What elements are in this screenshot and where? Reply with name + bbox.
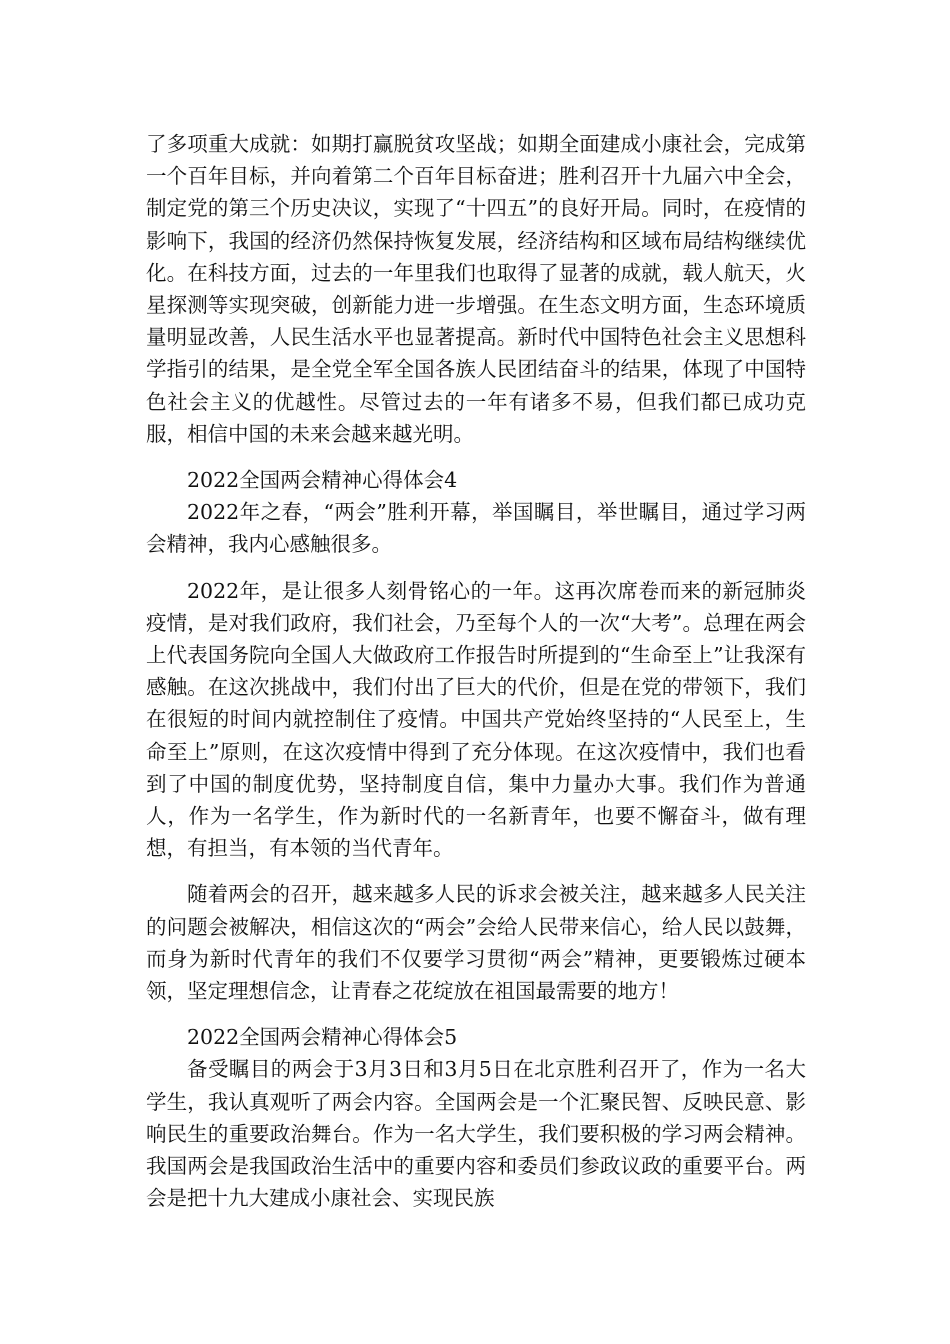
paragraph-gap (146, 1007, 806, 1021)
paragraph: 2022年，是让很多人刻骨铭心的一年。这再次席卷而来的新冠肺炎疫情，是对我们政府，我们社会，乃至每个人的一次“大考”。总理在两会上代表国务院向全国人大做政府工作报告时所提到的“生命至上”让我深有感触。在这次挑战中，我们付出了巨大的代价，但是在党的带领下，我们在很短的时间内就控制住了疫情。中国共产党始终坚持的“人民至上，生命至上”原则，在这次疫情中得到了充分体现。在这次疫情中，我们也看到了中国的制度优势，坚持制度自信，集中力量办大事。我们作为普通人，作为一名学生，作为新时代的一名新青年，也要不懈奋斗，做有理想，有担当，有本领的当代青年。 (146, 578, 806, 861)
paragraph-gap (146, 561, 806, 575)
section-heading-5: 2022全国两会精神心得体会5 (187, 1025, 458, 1050)
document-page (146, 128, 806, 1215)
paragraph-continued: 了多项重大成就：如期打赢脱贫攻坚战；如期全面建成小康社会，完成第一个百年目标，并向着第二个百年目标奋进；胜利召开十九届六中全会，制定党的第三个历史决议，实现了“十四五”的良好开局。同时，在疫情的影响下，我国的经济仍然保持恢复发展，经济结构和区域布局结构继续优化。在科技方面，过去的一年里我们也取得了显著的成就，载人航天，火星探测等实现突破，创新能力进一步增强。在生态文明方面，生态环境质量明显改善，人民生活水平也显著提高。新时代中国特色社会主义思想科学指引的结果，是全党全军全国各族人民团结奋斗的结果，体现了中国特色社会主义的优越性。尽管过去的一年有诸多不易，但我们都已成功克服，相信中国的未来会越来越光明。 (146, 132, 806, 446)
section-heading-4: 2022全国两会精神心得体会4 (187, 468, 458, 493)
paragraph: 随着两会的召开，越来越多人民的诉求会被关注，越来越多人民关注的问题会被解决，相信这次的“两会”会给人民带来信心，给人民以鼓舞，而身为新时代青年的我们不仅要学习贯彻“两会”精神，更要锻炼过硬本领，坚定理想信念，让青春之花绽放在祖国最需要的地方！ (146, 882, 806, 1004)
paragraph: 2022年之春，“两会”胜利开幕，举国瞩目，举世瞩目，通过学习两会精神，我内心感触很多。 (146, 500, 806, 557)
paragraph-gap (146, 450, 806, 464)
paragraph: 备受瞩目的两会于3月3日和3月5日在北京胜利召开了，作为一名大学生，我认真观听了两会内容。全国两会是一个汇聚民智、反映民意、影响民生的重要政治舞台。作为一名大学生，我们要积极的学习两会精神。我国两会是我国政治生活中的重要内容和委员们参政议政的重要平台。两会是把十九大建成小康社会、实现民族 (146, 1057, 806, 1211)
paragraph-gap (146, 864, 806, 878)
